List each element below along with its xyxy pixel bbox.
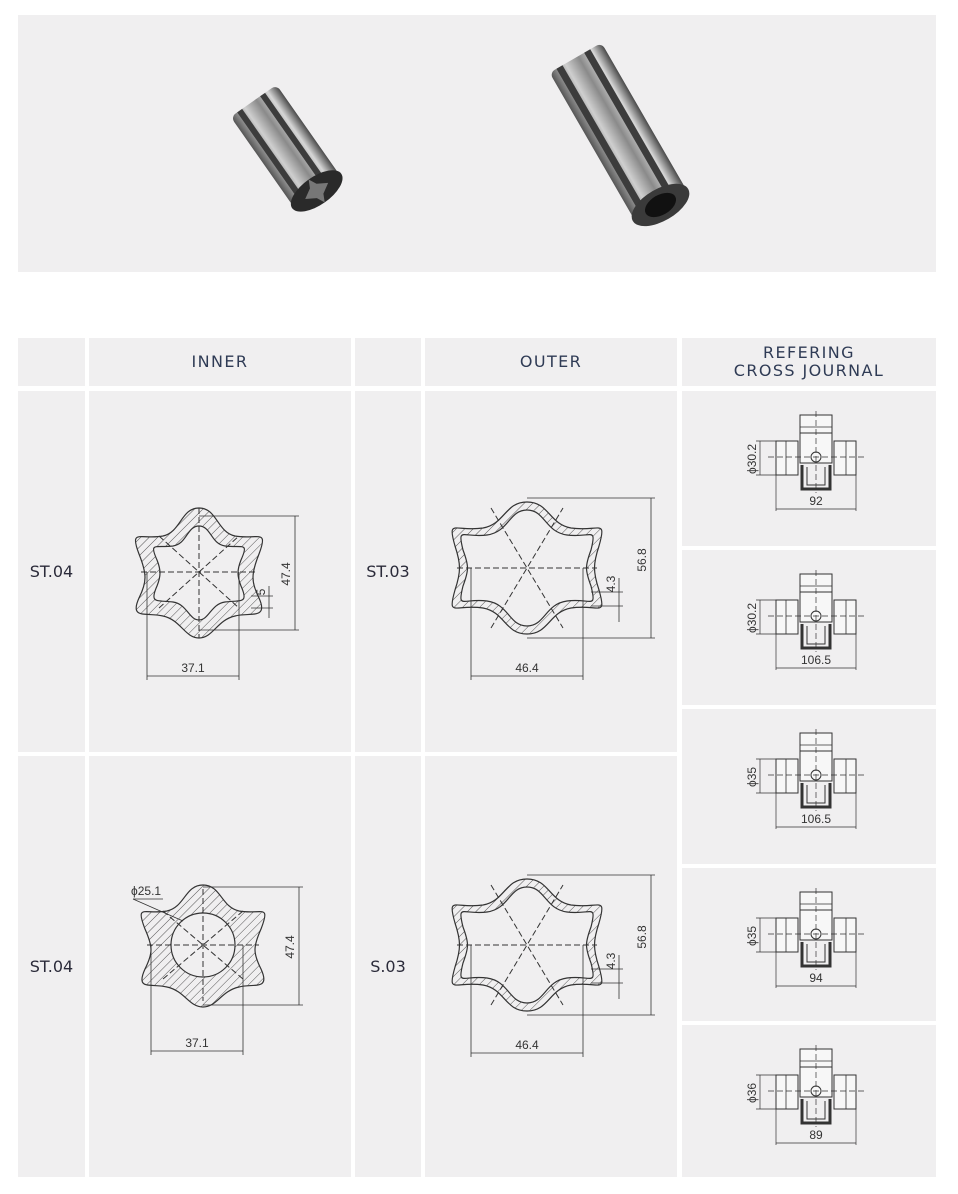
cross-journal-diameter-label: ϕ30.2 (745, 602, 759, 634)
inner-bore-profile-drawing (89, 756, 351, 1177)
row2-inner-code: ST.04 (18, 756, 85, 1177)
outer-profile-drawing-2 (425, 756, 677, 1177)
inner-bore-diameter-label: ϕ25.1 (131, 884, 162, 898)
cross-journal-drawing (682, 1025, 936, 1175)
outer-height-label-2: 56.8 (635, 925, 649, 949)
outer-depth-label-2: 4.3 (604, 952, 618, 970)
row2-outer-drawing (425, 756, 677, 1177)
inner-bore-width-label: 37.1 (185, 1036, 209, 1050)
outer-tube-photo (548, 42, 696, 235)
tube-photos (18, 15, 936, 272)
header-refering-cross-journal (682, 338, 936, 386)
inner-bore-height-label: 47.4 (283, 935, 297, 959)
outer-profile-drawing (425, 391, 677, 752)
header-blank-1 (18, 338, 85, 386)
cross-journal-length-label: 94 (809, 971, 823, 985)
cross-journal-drawing (682, 709, 936, 859)
inner-tube-photo (229, 84, 349, 220)
row1-inner-code: ST.04 (18, 391, 85, 752)
outer-width-label-2: 46.4 (515, 1038, 539, 1052)
cross-journal-length-label: 106.5 (800, 812, 832, 826)
inner-profile-drawing (89, 391, 351, 752)
cross-journal-cell (682, 1025, 936, 1177)
cross-journal-cell (682, 868, 936, 1021)
cross-journal-length-label: 89 (809, 1128, 823, 1142)
header-refering-line1: REFERING (763, 343, 855, 362)
inner-depth-label: 5 (254, 588, 268, 596)
header-refering-line2: CROSS JOURNAL (733, 361, 885, 380)
outer-width-label: 46.4 (515, 661, 539, 675)
cross-journal-diameter-label: ϕ35 (745, 925, 759, 947)
cross-journal-diameter-label: ϕ36 (745, 1082, 759, 1104)
header-blank-2 (355, 338, 421, 386)
outer-depth-label: 4.3 (604, 575, 618, 593)
cross-journal-cell (682, 709, 936, 864)
cross-journal-drawing (682, 391, 936, 541)
product-photo-panel (18, 15, 936, 272)
row1-outer-code: ST.03 (355, 391, 421, 752)
inner-height-label: 47.4 (279, 562, 293, 586)
row2-inner-drawing (89, 756, 351, 1177)
header-inner: INNER (89, 338, 351, 386)
cross-journal-drawing (682, 550, 936, 700)
header-outer: OUTER (425, 338, 677, 386)
cross-journal-diameter-label: ϕ35 (745, 766, 759, 788)
cross-journal-length-label: 92 (809, 494, 823, 508)
row1-outer-drawing (425, 391, 677, 752)
row2-outer-code: S.03 (355, 756, 421, 1177)
cross-journal-cell (682, 550, 936, 705)
cross-journal-cell (682, 391, 936, 546)
cross-journal-length-label: 106.5 (800, 653, 832, 667)
outer-height-label: 56.8 (635, 548, 649, 572)
row1-inner-drawing (89, 391, 351, 752)
cross-journal-drawing (682, 868, 936, 1018)
inner-width-label: 37.1 (181, 661, 205, 675)
cross-journal-diameter-label: ϕ30.2 (745, 443, 759, 475)
